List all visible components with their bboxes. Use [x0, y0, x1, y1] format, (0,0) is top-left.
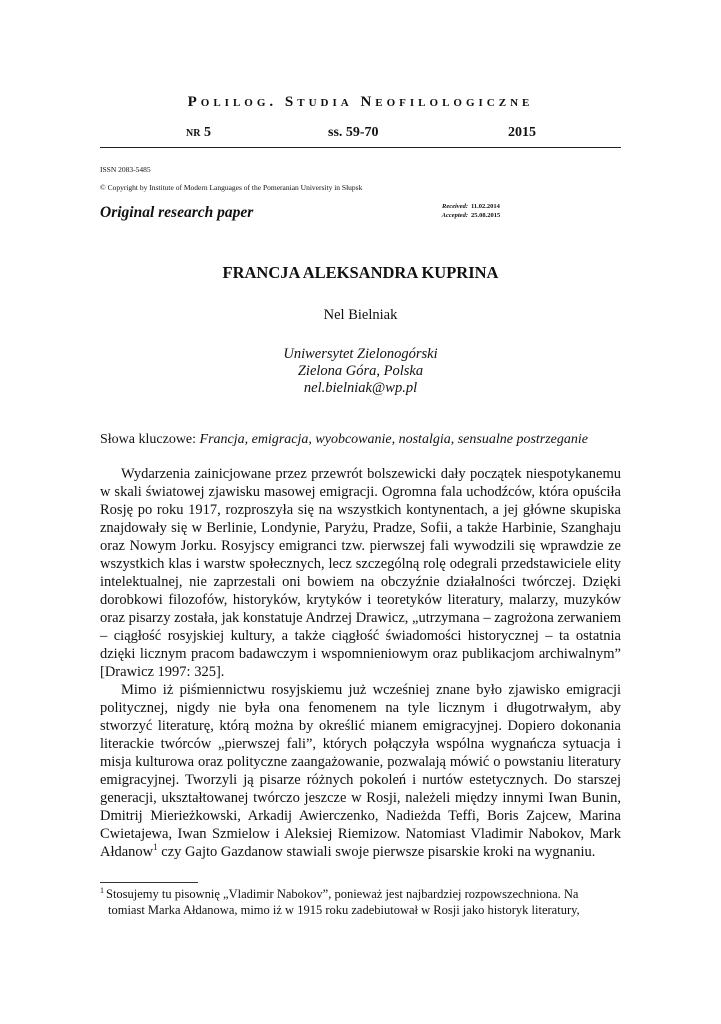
footnote-divider [100, 882, 198, 883]
received-date: 11.02.2014 [471, 203, 500, 210]
footnote-line: tomiast Marka Ałdanowa, mimo iż w 1915 roku zadebiutował w Rosji jako historyk literatury, [108, 903, 580, 917]
keywords [100, 432, 621, 448]
article-title: FRANCJA ALEKSANDRA KUPRINA [222, 263, 499, 282]
received-label: Received: [442, 203, 468, 210]
article-body [100, 465, 621, 861]
paragraph-text: Mimo iż piśmiennictwu rosyjskiemu już wcześniej znane było zjawisko emigracji politycznej, nigdy nie była ona fenomenem na tyle licznym i długotrwałym, aby stworzyć literaturę, którą można by określić mianem emigracyjnej. Dopiero dokonania literackie twórców „pierwszej fali”, których połączyła wspólna wygnańcza sytuacja i misja kulturowa oraz polityczne zaangażowanie, pozwalają mówić o powstaniu literatury emigracyjnej. Tworzyli ją pisarze różnych pokoleń i nurtów estetycznych. Do starszej generacji, ukształtowanej twórczo jeszcze w Rosji, należeli między innymi Iwan Bunin, Dmitrij Mierieżkowski, Arkadij Awierczenko, Nadieżda Teffi, Boris Zajcew, Marina Cwietajewa, Iwan Szmielow i Aleksiej Riemizow. Natomiast Vladimir Nabokov, Mark Ałdanow [100, 682, 621, 860]
issn: ISSN 2083-5485 [100, 165, 151, 174]
copyright: © Copyright by Institute of Modern Languages of the Pomeranian University in Słupsk [100, 183, 363, 192]
paragraph [100, 681, 621, 861]
affiliation-location: Zielona Góra, Polska [297, 363, 424, 379]
author-email: nel.bielniak@wp.pl [303, 380, 418, 396]
keywords-list: Francja, emigracja, wyobcowanie, nostalgia, sensualne postrzeganie [199, 432, 588, 447]
paragraph: Wydarzenia zainicjowane przez przewrót bolszewicki dały początek niespotykanemu w skali światowej zjawisku masowej emigracji. Ogromna fala uchodźców, która opuściła Rosję po roku 1917, rozproszyła się na wszystkich kontynentach, a jej główne skupiska znajdowały się w Berlinie, Londynie, Paryżu, Pradze, Sofii, a także Harbinie, Szanghaju oraz Nowym Jorku. Rosyjscy emigranci tzw. pierwszej fali wywodzili się wprawdzie ze wszystkich klas i warstw społecznych, lecz szczególną rolę odegrali przedstawiciele elity intelektualnej, nie zaprzestali oni bowiem na obczyźnie działalności twórczej. Dzięki dorobkowi filozofów, historyków, krytyków i teoretyków literatury, malarzy, muzyków oraz pisarzy została, jak konstatuje Andrzej Drawicz, „utrzymana – zagrożona zerwaniem – ciągłość rosyjskiej kultury, a także ciągłość świadomości historycznej – ta ostatnia dzięki licznym pracom badawczym i wspomnieniowym oraz publikacjom archiwalnym” [Drawicz 1997: 325]. [100, 466, 621, 680]
footnote-mark: 1 [100, 885, 104, 895]
issue-pages: ss. 59-70 [328, 125, 379, 140]
affiliation-university: Uniwersytet Zielonogórski [283, 346, 438, 362]
paper-type: Original research paper [100, 204, 254, 221]
footnote-line: Stosujemy tu pisownię „Vladimir Nabokov”, ponieważ jest najbardziej rozpowszechniona. Na [106, 887, 579, 901]
journal-title: Polilog. Studia Neofilologiczne [187, 94, 534, 110]
footnote-ref[interactable]: 1 [153, 842, 158, 853]
publication-dates [436, 203, 500, 220]
header-divider [100, 147, 621, 148]
issue-number: nr 5 [186, 125, 211, 140]
accepted-date: 25.08.2015 [471, 211, 501, 219]
affiliation [0, 346, 721, 397]
footnote [100, 886, 621, 918]
keywords-label: Słowa kluczowe: [100, 432, 197, 447]
author-name: Nel Bielniak [323, 307, 398, 323]
accepted-label: Accepted: [441, 211, 468, 219]
paragraph-text: czy Gajto Gazdanow stawiali swoje pierwsze pisarskie kroki na wygnaniu. [157, 844, 596, 860]
issue-info [100, 125, 621, 145]
issue-year: 2015 [508, 125, 536, 140]
